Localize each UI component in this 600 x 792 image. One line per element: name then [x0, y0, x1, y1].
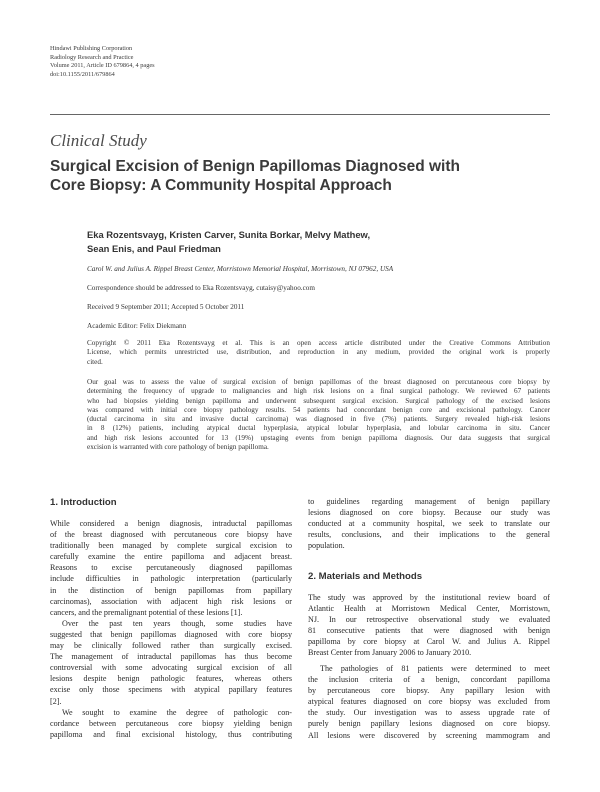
body-line: include difficulties in pathologic interpretation (particularly: [50, 574, 292, 584]
abstract: [87, 378, 550, 452]
copyright-line: Copyright © 2011 Eka Rozentsvayg et al. This is an open access article distributed under the Creative Commons Attribution: [87, 339, 550, 347]
methods-paragraph-2: [308, 663, 550, 741]
body-line: carcinomas), association with adjacent high risk lesions or: [50, 596, 292, 606]
abstract-line: Our goal was to assess the value of surgical excision of benign papillomas of the breast diagnosed on percutaneous core biopsy by: [87, 378, 550, 386]
header-divider: [50, 114, 550, 115]
body-line: carefully examine the entire papilloma and adjacent breast.: [50, 552, 292, 562]
body-line: by percutaneous core biopsy. Any papillary lesion with: [308, 686, 550, 696]
body-line: lesions diagnosed on core biopsy. Because our study was: [308, 508, 550, 518]
body-line: suggested that benign papillomas diagnosed with core biopsy: [50, 629, 292, 639]
body-line: Breast Center from January 2006 to January 2010.: [308, 648, 472, 658]
body-line: atypical features diagnosed on core biopsy was excluded from: [308, 697, 550, 707]
body-line: papilloma by core biopsy at Carol W. and Julius A. Rippel: [308, 637, 550, 647]
doi[interactable]: doi:10.1155/2011/679864: [50, 70, 115, 78]
author-list: [87, 228, 447, 256]
body-line: may be clinically followed rather than surgically excised.: [50, 641, 292, 651]
body-line: 81 consecutive patients that were diagnosed with benign: [308, 626, 550, 636]
abstract-line: determining the frequency of upgrade to malignancies and high risk lesions on a final surgical pathology. We reviewed 67 patients: [87, 387, 550, 396]
body-line: to guidelines regarding management of benign papillary: [308, 497, 550, 506]
academic-editor: Academic Editor: Felix Diekmann: [87, 322, 187, 330]
body-line: The pathologies of 81 patients were determined to meet: [320, 664, 550, 673]
body-line: Atlantic Health at Morristown Medical Center, Morristown,: [308, 604, 550, 614]
body-line: [2].: [50, 696, 62, 706]
body-line: While considered a benign diagnosis, intraductal papillomas: [50, 519, 292, 528]
author-line: Sean Enis, and Paul Friedman: [87, 243, 221, 254]
body-line: We sought to examine the degree of pathologic con-: [62, 707, 292, 717]
publisher-name: Hindawi Publishing Corporation: [50, 45, 133, 52]
body-line: traditionally been managed by complete surgical excision to: [50, 541, 292, 551]
body-line: NJ. In our retrospective observational study we evaluated: [308, 615, 550, 625]
abstract-line: who had biopsies yielding benign papilloma and underwent subsequent surgical excision. Surgical pathology of the excised lesions: [87, 396, 550, 405]
article-title: [50, 157, 520, 195]
received-accepted-dates: Received 9 September 2011; Accepted 5 October 2011: [87, 303, 245, 311]
abstract-line: and high risk lesions accounted for 13 (19%) upstaging events from benign papilloma diagnosis. Our data suggests that surgical: [87, 433, 550, 442]
correspondence[interactable]: Correspondence should be addressed to Eka Rozentsvayg, cutaisy@yahoo.com: [87, 284, 315, 292]
abstract-line: in 8 (12%) patients, including atypical ductal hyperplasia, atypical lobular hyperplasia, and lobular carcinoma in situ. Cancer: [87, 424, 550, 433]
body-line: Reasons to excise percutaneously diagnosed papillomas: [50, 563, 292, 573]
body-line: the study. Our investigation was to assess upgrade rate of: [308, 708, 550, 718]
introduction-continued: [308, 496, 550, 551]
body-line: conducted at a community hospital, we seek to translate our: [308, 519, 550, 529]
abstract-line: was compared with initial core biopsy pathology results. 54 patients had concordant benign core and excisional pathology. Cancer: [87, 405, 550, 414]
body-line: the inclusion criteria of a benign, concordant papilloma: [308, 675, 550, 685]
body-line: population.: [308, 541, 345, 551]
body-line: The management of intraductal papillomas has thus become: [50, 652, 292, 662]
methods-heading: 2. Materials and Methods: [308, 571, 423, 582]
body-line: cordance between percutaneous core biopsy yielding benign: [50, 718, 292, 728]
title-line: Surgical Excision of Benign Papillomas Diagnosed with: [50, 158, 460, 175]
body-line: lesions despite benign pathologic features, whereas others: [50, 674, 292, 684]
author-line: Eka Rozentsvayg, Kristen Carver, Sunita Borkar, Melvy Mathew,: [87, 229, 371, 240]
body-line: of the breast diagnosed with percutaneous core biopsy have: [50, 530, 292, 540]
introduction-heading: 1. Introduction: [50, 497, 117, 508]
body-line: results, conclusions, and their implications to the general: [308, 530, 550, 540]
body-line: cancers, and the premalignant potential of these lesions [1].: [50, 607, 243, 617]
journal-name: Radiology Research and Practice: [50, 53, 134, 61]
introduction-body: [50, 518, 292, 740]
abstract-line: (ductal carcinoma in situ and invasive ductal carcinoma) was diagnosed in five (7%) patients. Surgery revealed high-risk lesions: [87, 415, 550, 424]
body-line: excise only those specimens with atypical papillary features: [50, 685, 292, 695]
copyright-line: cited.: [87, 357, 103, 366]
body-line: in the distinction of benign papillomas from papillary: [50, 585, 292, 595]
methods-paragraph-1: [308, 592, 550, 659]
body-line: papilloma and final excisional histology, thus contributing: [50, 729, 292, 739]
title-line: Core Biopsy: A Community Hospital Approach: [50, 177, 392, 194]
volume-info: Volume 2011, Article ID 679864, 4 pages: [50, 62, 155, 70]
copyright-line: License, which permits unrestricted use, distribution, and reproduction in any medium, provided the original work is properly: [87, 348, 550, 357]
affiliation: Carol W. and Julius A. Rippel Breast Center, Morristown Memorial Hospital, Morristown, NJ 07962, USA: [87, 265, 394, 273]
article-type: Clinical Study: [50, 131, 147, 150]
body-line: All lesions were discovered by screening mammogram and: [308, 730, 550, 740]
journal-header: [50, 45, 155, 79]
body-line: The study was approved by the institutional review board of: [308, 593, 550, 602]
body-line: purely benign papillary lesions diagnosed on core biopsy.: [308, 719, 550, 729]
body-line: Over the past ten years though, some studies have: [62, 618, 292, 628]
abstract-line: excision is warranted with core pathology of benign papilloma.: [87, 443, 269, 452]
body-line: controversial with some advocating surgical excision of all: [50, 663, 292, 673]
copyright-notice: [87, 339, 550, 367]
